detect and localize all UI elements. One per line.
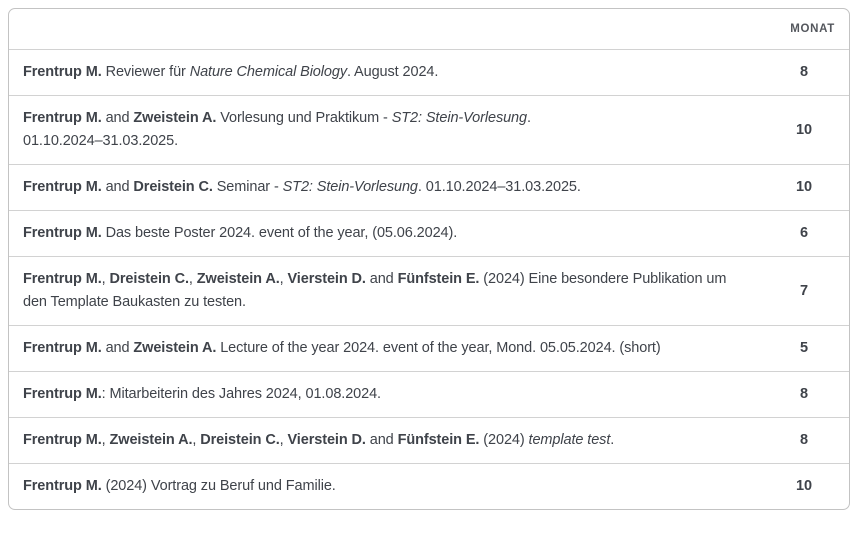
entry-fragment: , [101,271,110,287]
entry-fragment: . [610,432,615,448]
entry-text [9,326,759,372]
publications-table [9,9,849,509]
month-value: 5 [759,326,849,372]
month-value: 8 [759,50,849,96]
author-name: Dreistein C. [200,432,280,448]
entry-text [9,165,759,211]
entry-fragment: and [101,340,134,356]
author-name: Dreistein C. [109,271,189,287]
month-value: 8 [759,418,849,464]
month-value: 10 [796,478,812,494]
month-value: 10 [759,165,849,211]
work-title: Nature Chemical Biology [189,64,347,80]
month-value: 8 [759,372,849,418]
publications-table-container [8,8,850,510]
author-name: Frentrup M. [23,64,102,80]
entry-text [9,211,759,257]
table-row [9,165,849,211]
entry-fragment: Reviewer für [101,64,190,80]
entry-fragment: , [279,432,288,448]
author-name: Frentrup M. [23,271,102,287]
author-name: Frentrup M. [23,225,102,241]
author-name: Frentrup M. [23,110,102,126]
entry-fragment: Das beste Poster 2024. event of the year, (05.06.2024). [101,225,458,241]
author-name: Zweistein A. [109,432,193,448]
entry-fragment: . 01.10.2024–31.03.2025. [417,179,581,195]
header-row [9,9,849,50]
entry-text [9,96,759,165]
table-row [9,50,849,96]
entry-text [9,50,759,96]
work-title: ST2: Stein-Vorlesung [282,179,418,195]
entry-fragment: (2024) Vortrag zu Beruf und Familie. [101,478,336,494]
entry-fragment: and [365,271,398,287]
table-row [9,257,849,326]
author-name: Vierstein D. [287,271,366,287]
entry-fragment: , [279,271,288,287]
entry-column-header [9,9,759,50]
author-name: Fünfstein E. [397,432,480,448]
month-value: 6 [759,211,849,257]
author-name: Vierstein D. [287,432,366,448]
author-name: Dreistein C. [133,179,213,195]
entry-text [9,372,759,418]
month-value: 7 [759,257,849,326]
entry-fragment: , [101,432,110,448]
author-name: Frentrup M. [23,432,102,448]
entry-fragment: 01.10.2024–31.03.2025. [23,133,179,149]
entry-fragment: Vorlesung und Praktikum - [216,110,392,126]
author-name: Zweistein A. [133,110,217,126]
month-value: 10 [759,96,849,165]
entry-text [9,418,759,464]
entry-fragment: Seminar - [212,179,283,195]
author-name: Fünfstein E. [397,271,480,287]
month-column-header: MONAT [759,9,849,50]
table-header [9,9,849,50]
table-row [9,372,849,418]
author-name: Frentrup M. [23,179,102,195]
entry-text [9,464,759,509]
table-row [9,418,849,464]
entry-fragment: and [101,179,134,195]
entry-fragment: : Mitarbeiterin des Jahres 2024, 01.08.2024. [101,386,381,402]
entry-fragment: . August 2024. [346,64,439,80]
entry-text [9,257,759,326]
author-name: Frentrup M. [23,340,102,356]
entry-fragment: , [192,432,201,448]
author-name: Zweistein A. [196,271,280,287]
entry-fragment: , [188,271,197,287]
author-name: Frentrup M. [23,478,102,494]
table-row [9,96,849,165]
work-title: ST2: Stein-Vorlesung [391,110,527,126]
table-row [9,211,849,257]
entry-fragment: and [101,110,134,126]
table-body [9,50,849,509]
work-title: template test [528,432,611,448]
entry-fragment: and [365,432,398,448]
entry-fragment: . [527,110,531,126]
table-row [9,326,849,372]
entry-fragment: (2024) Eine besondere Publikation um den Template Baukasten zu testen. [23,271,727,310]
author-name: Zweistein A. [133,340,217,356]
table-row [9,464,849,509]
entry-fragment: Lecture of the year 2024. event of the year, Mond. 05.05.2024. (short) [216,340,661,356]
entry-fragment: (2024) [479,432,529,448]
author-name: Frentrup M. [23,386,102,402]
